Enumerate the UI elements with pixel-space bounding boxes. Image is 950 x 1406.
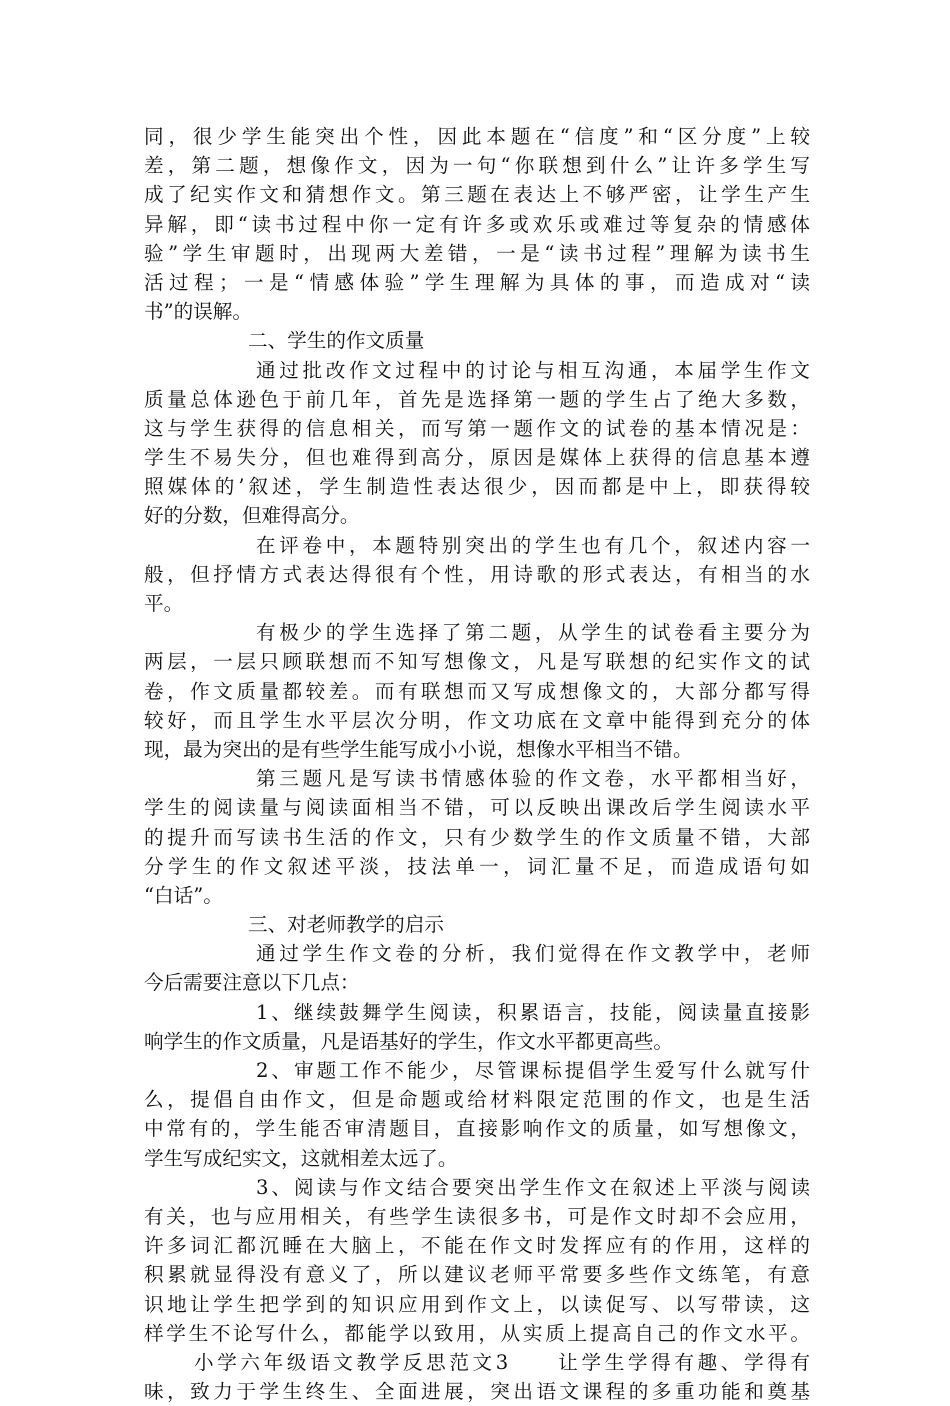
text-line: 学生的阅读量与阅读面相当不错，可以反映出课改后学生阅读水平	[144, 796, 810, 820]
text-line: 好的分数，但难得高分。	[144, 504, 360, 528]
text-line: 平。	[144, 592, 184, 615]
text-line: 卷，作文质量都较差。而有联想而又写成想像文的，大部分都写得	[144, 679, 810, 703]
text-line: 异解，即“读书过程中你一定有许多或欢乐或难过等复杂的情感体	[144, 212, 810, 236]
text-line: 同，很少学生能突出个性，因此本题在“信度”和“区分度”上较	[144, 125, 810, 148]
text-line: 有关，也与应用相关，有些学生读很多书，可是作文时却不会应用，	[144, 1204, 810, 1228]
text-line: 今后需要注意以下几点：	[144, 971, 360, 995]
text-line: 样学生不论写什么，都能学以致用，从实质上提高自己的作文水平。	[144, 1321, 810, 1345]
text-line: 在评卷中，本题特别突出的学生也有几个，叙述内容一	[256, 533, 810, 557]
text-line: 许多词汇都沉睡在大脑上，不能在作文时发挥应有的作用，这样的	[144, 1234, 810, 1258]
text-line: 第三题凡是写读书情感体验的作文卷，水平都相当好，	[256, 767, 810, 791]
text-line: 响学生的作文质量，凡是语基好的学生，作文水平都更高些。	[144, 1029, 674, 1053]
text-line: 学生写成纪实文，这就相差太远了。	[144, 1146, 458, 1170]
section-heading: 二、学生的作文质量	[248, 329, 425, 353]
text-line: 质量总体逊色于前几年，首先是选择第一题的学生占了绝大多数，	[144, 387, 810, 411]
text-line: 较好，而且学生水平层次分明，作文功底在文章中能得到充分的体	[144, 708, 810, 732]
text-line: 照媒体的’叙述，学生制造性表达很少，因而都是中上，即获得较	[144, 475, 810, 499]
text-line: 分学生的作文叙述平淡，技法单一，词汇量不足，而造成语句如	[144, 854, 810, 878]
text-line: 般，但抒情方式表达得很有个性，用诗歌的形式表达，有相当的水	[144, 562, 810, 586]
section-heading: 三、对老师教学的启示	[248, 913, 444, 937]
text-line: 差，第二题，想像作文，因为一句“你联想到什么”让许多学生写	[144, 154, 810, 178]
text-line: 有极少的学生选择了第二题，从学生的试卷看主要分为	[256, 621, 810, 645]
text-line: 的提升而写读书生活的作文，只有少数学生的作文质量不错，大部	[144, 825, 810, 849]
text-line: 活过程；一是“情感体验”学生理解为具体的事，而造成对“读	[144, 270, 810, 294]
text-line: 学生不易失分，但也难得到高分，原因是媒体上获得的信息基本遵	[144, 446, 810, 470]
text-line: 书”的误解。	[144, 300, 252, 324]
text-line: 验”学生审题时，出现两大差错，一是“读书过程”理解为读书生	[144, 241, 810, 265]
text-line: “白话”。	[144, 883, 223, 907]
text-line: 这与学生获得的信息相关，而写第一题作文的试卷的基本情况是：	[144, 416, 810, 440]
list-item: 1、继续鼓舞学生阅读，积累语言，技能，阅读量直接影	[256, 1000, 810, 1024]
list-item: 3、阅读与作文结合要突出学生作文在叙述上平淡与阅读	[256, 1175, 810, 1199]
text-line: 识地让学生把学到的知识应用到作文上，以读促写、以写带读，这	[144, 1292, 810, 1316]
text-line: 么，提倡自由作文，但是命题或给材料限定范围的作文，也是生活	[144, 1088, 810, 1112]
text-line: 味，致力于学生终生、全面进展，突出语文课程的多重功能和奠基	[144, 1380, 810, 1404]
text-line: 积累就显得没有意义了，所以建议老师平常要多些作文练笔，有意	[144, 1263, 810, 1287]
list-item: 2、审题工作不能少，尽管课标提倡学生爱写什么就写什	[256, 1059, 810, 1082]
text-line: 现，最为突出的是有些学生能写成小小说，想像水平相当不错。	[144, 737, 693, 761]
text-line: 中常有的，学生能否审清题目，直接影响作文的质量，如写想像文，	[144, 1117, 810, 1141]
document-body	[144, 122, 810, 1406]
text-line: 通过学生作文卷的分析，我们觉得在作文教学中，老师	[256, 942, 810, 966]
text-line: 通过批改作文过程中的讨论与相互沟通，本届学生作文	[256, 358, 810, 382]
article-heading-line: 小学六年级语文教学反思范文3 让学生学得有趣、学得有	[194, 1350, 810, 1374]
text-line: 成了纪实作文和猜想作文。第三题在表达上不够严密，让学生产生	[144, 183, 810, 207]
text-line: 两层，一层只顾联想而不知写想像文，凡是写联想的纪实作文的试	[144, 650, 810, 674]
